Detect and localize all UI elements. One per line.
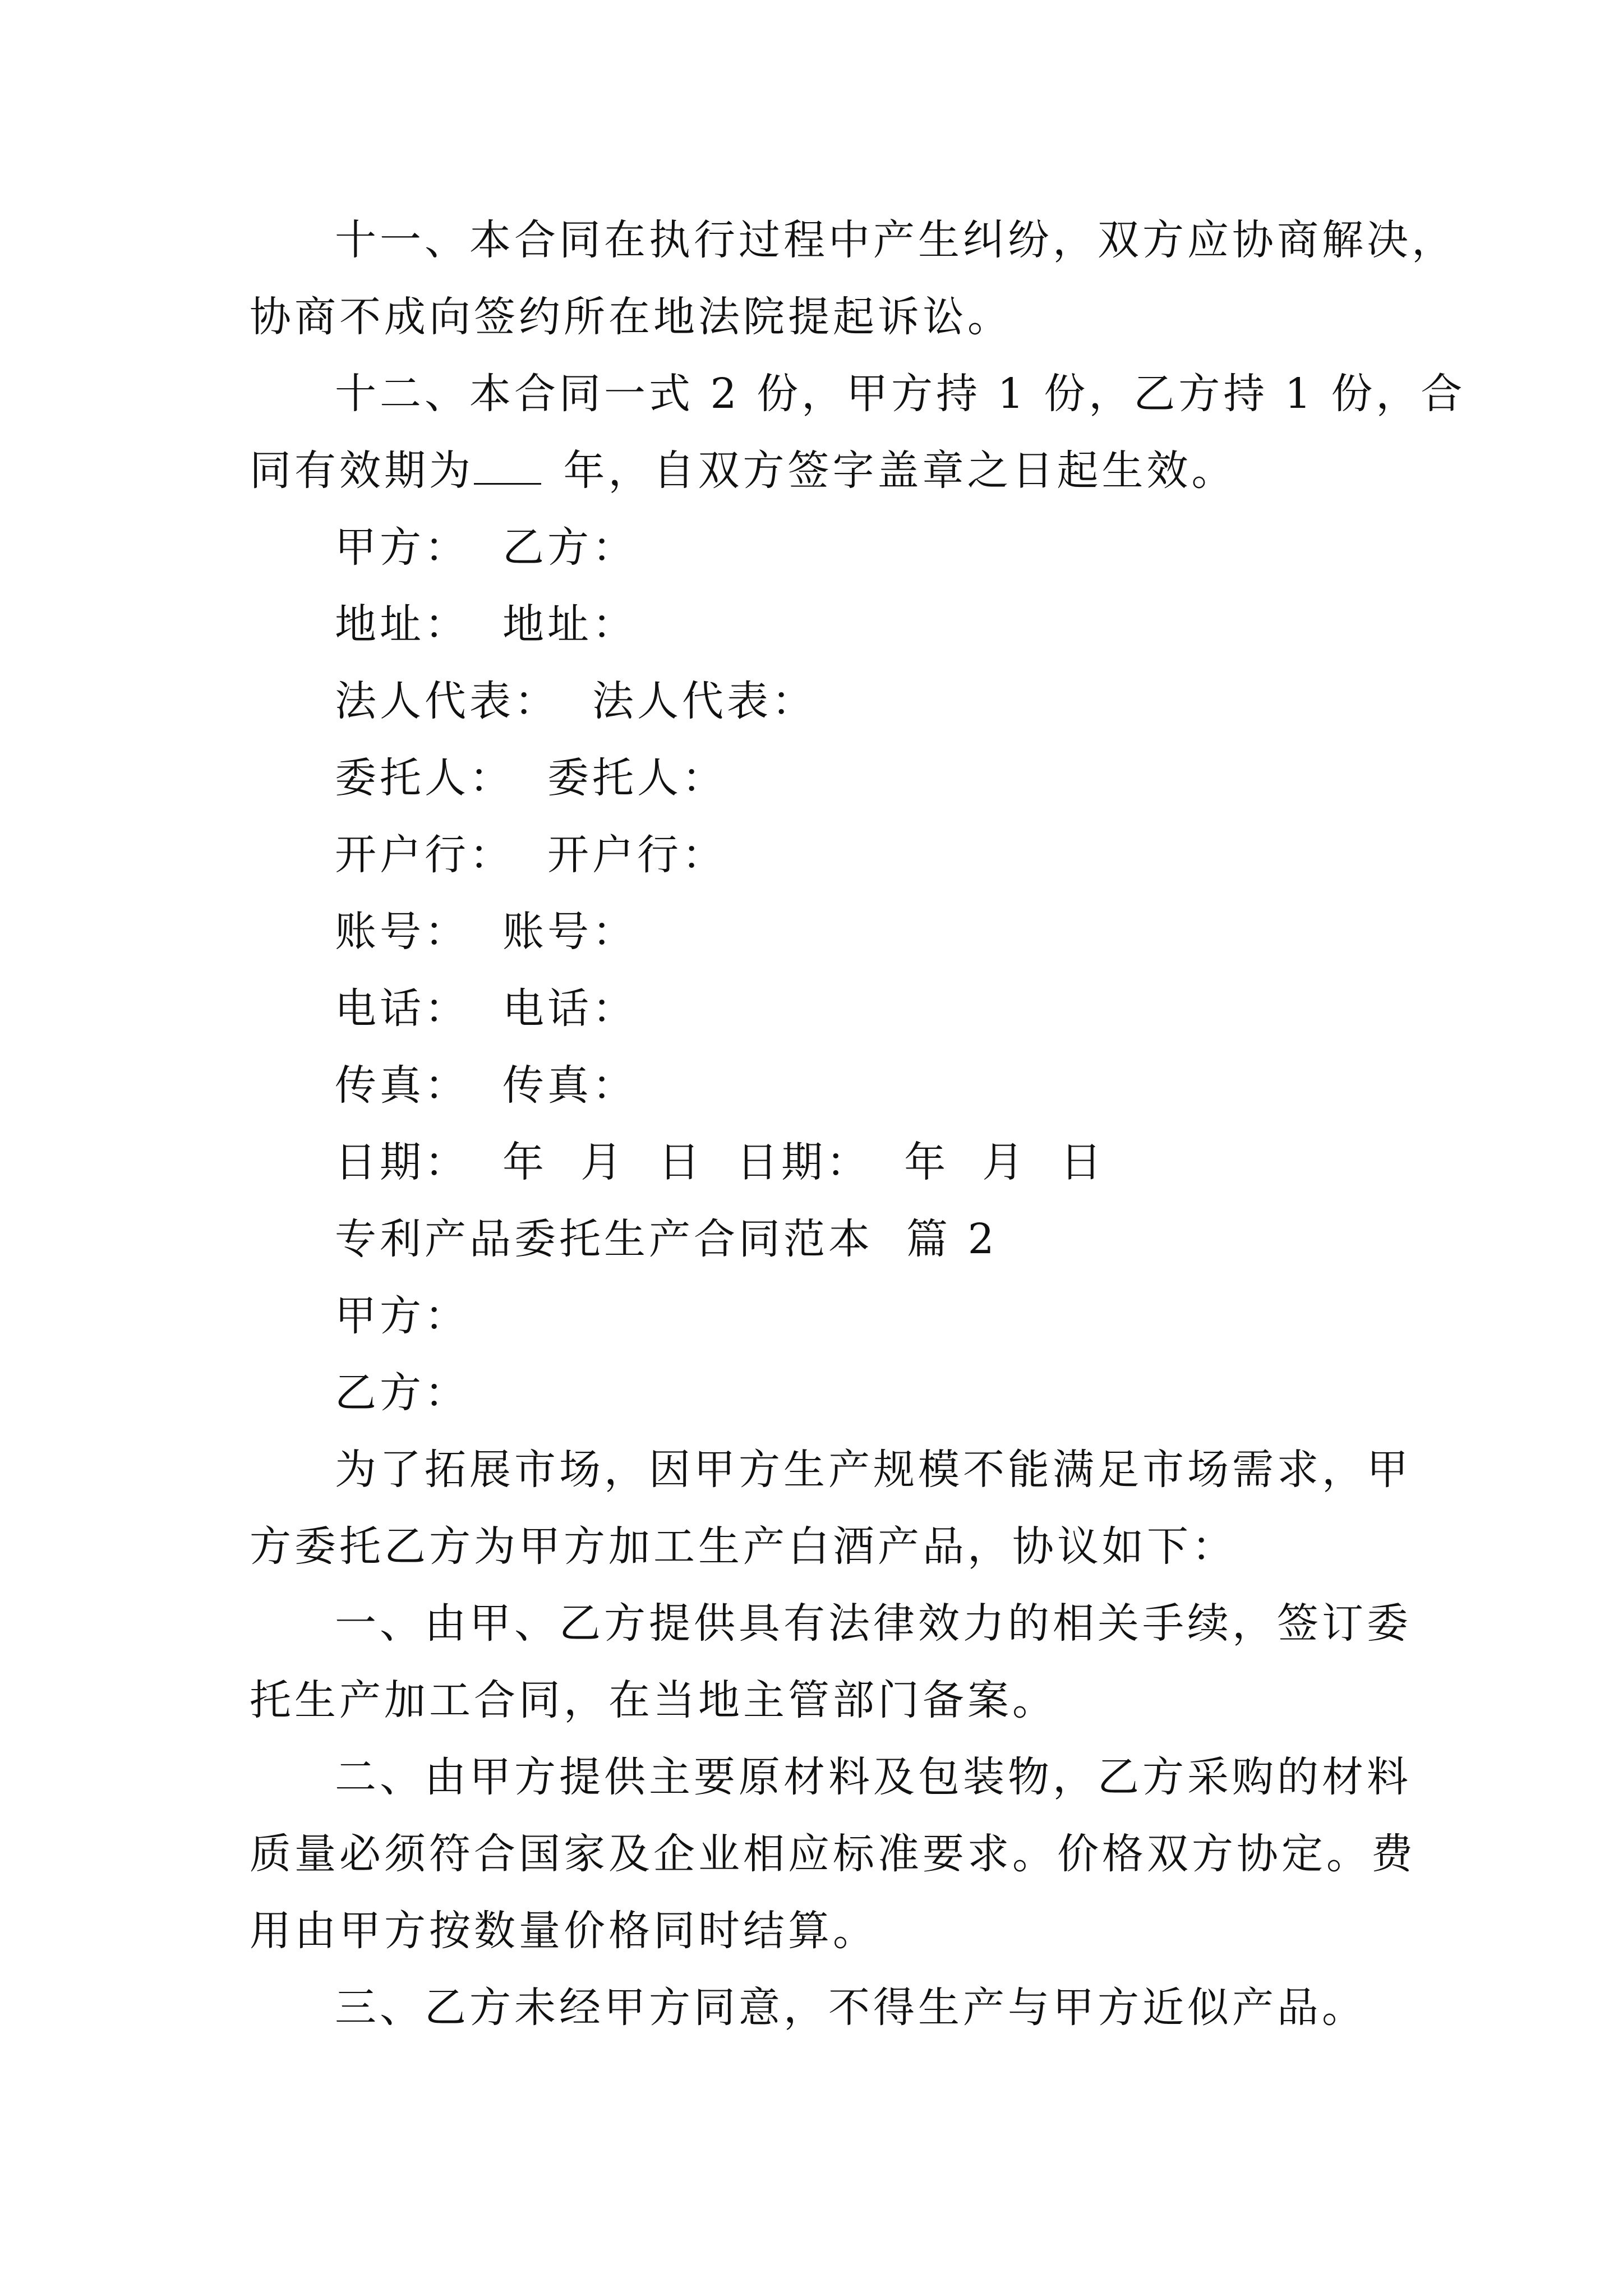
- signature-account: 账号： 账号：: [335, 908, 638, 956]
- clause-1-line-2: 托生产加工合同，在当地主管部门备案。: [250, 1676, 1057, 1724]
- clause-12-line-1: 十二、本合同一式 2 份，甲方持 1 份，乙方持 1 份，合: [335, 370, 1466, 418]
- signature-phone: 电话： 电话：: [335, 984, 638, 1033]
- party-a-label: 甲方：: [335, 1292, 469, 1340]
- clause-11-line-2: 协商不成向签约所在地法院提起诉讼。: [250, 293, 1012, 341]
- validity-tail: 年，自双方签字盖章之日起生效。: [547, 447, 1237, 495]
- validity-label: 同有效期为: [250, 447, 474, 495]
- clause-12-line-2: [250, 432, 1382, 509]
- validity-years-blank: [474, 452, 541, 485]
- clause-3-line-1: 三、乙方未经甲方同意，不得生产与甲方近似产品。: [335, 1984, 1367, 2032]
- signature-fax: 传真： 传真：: [335, 1061, 638, 1110]
- section-title: 专利产品委托生产合同范本 篇 2: [335, 1215, 998, 1263]
- clause-2-line-1: 二、由甲方提供主要原材料及包装物，乙方采购的材料: [335, 1753, 1412, 1801]
- signature-legal-rep: 法人代表： 法人代表：: [335, 677, 817, 725]
- document-body: [250, 202, 1466, 2046]
- clause-11-line-1: 十一、本合同在执行过程中产生纠纷，双方应协商解决，: [335, 216, 1456, 264]
- clause-1-line-1: 一、由甲、乙方提供具有法律效力的相关手续，签订委: [335, 1599, 1412, 1648]
- signature-address: 地址： 地址：: [335, 600, 638, 648]
- signature-agent: 委托人： 委托人：: [335, 754, 727, 802]
- signature-date: 日期： 年 月 日 日期： 年 月 日: [335, 1138, 1105, 1186]
- clause-2-line-3: 用由甲方按数量价格同时结算。: [250, 1907, 878, 1955]
- intro-line-2: 方委托乙方为甲方加工生产白酒产品，协议如下：: [250, 1522, 1237, 1571]
- party-b-label: 乙方：: [335, 1369, 469, 1417]
- signature-party: 甲方： 乙方：: [335, 523, 638, 572]
- intro-line-1: 为了拓展市场，因甲方生产规模不能满足市场需求，甲: [335, 1446, 1412, 1494]
- clause-2-line-2: 质量必须符合国家及企业相应标准要求。价格双方协定。费: [250, 1830, 1416, 1878]
- signature-bank: 开户行： 开户行：: [335, 831, 727, 879]
